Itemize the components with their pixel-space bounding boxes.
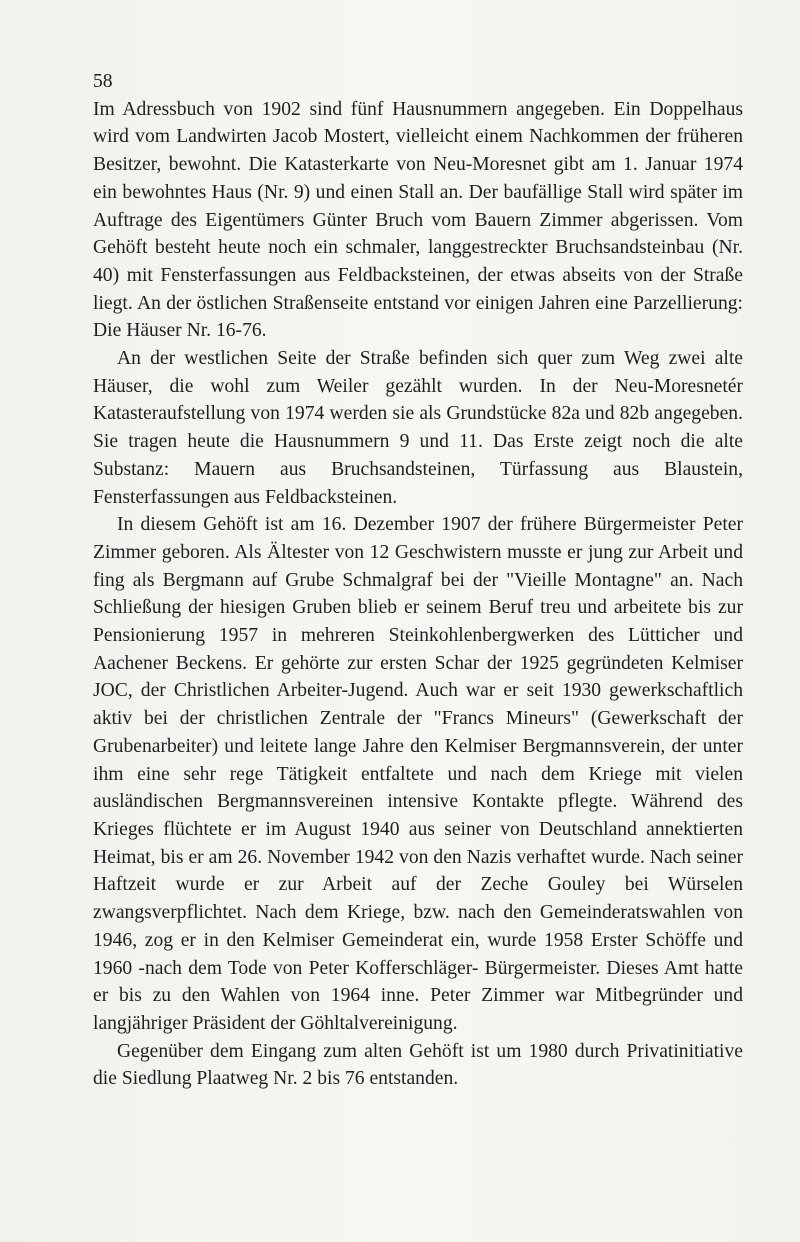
page-text-block bbox=[93, 68, 743, 1093]
paragraph-address-book: Im Adressbuch von 1902 sind fünf Hausnummern angegeben. Ein Doppelhaus wird vom Landwirten Jacob Mostert, vielleicht einem Nachkommen der früheren Besitzer, bewohnt. Die Katasterkarte von Neu-Moresnet gibt am 1. Januar 1974 ein bewohntes Haus (Nr. 9) und einen Stall an. Der baufällige Stall wird später im Auftrage des Eigentümers Günter Bruch vom Bauern Zimmer abgerissen. Vom Gehöft besteht heute noch ein schmaler, langgestreckter Bruchsandsteinbau (Nr. 40) mit Fensterfassungen aus Feldbacksteinen, der etwas abseits von der Straße liegt. An der östlichen Straßenseite entstand vor einigen Jahren eine Parzellierung: Die Häuser Nr. 16-76. bbox=[93, 98, 743, 342]
paragraph-west-side-houses: An der westlichen Seite der Straße befinden sich quer zum Weg zwei alte Häuser, die wohl zum Weiler gezählt wurden. In der Neu-Moresnetér Katasteraufstellung von 1974 werden sie als Grundstücke 82a und 82b angegeben. Sie tragen heute die Hausnummern 9 und 11. Das Erste zeigt noch die alte Substanz: Mauern aus Bruchsandsteinen, Türfassung aus Blaustein, Fensterfassungen aus Feldbacksteinen. bbox=[93, 348, 743, 508]
paragraph-settlement: Gegenüber dem Eingang zum alten Gehöft ist um 1980 durch Privatinitiative die Siedlung Plaatweg Nr. 2 bis 76 entstanden. bbox=[93, 1040, 743, 1090]
paragraph-peter-zimmer: In diesem Gehöft ist am 16. Dezember 1907 der frühere Bürgermeister Peter Zimmer geboren. Als Ältester von 12 Geschwistern musste er jung zur Arbeit und fing als Bergmann auf Grube Schmalgraf bei der "Vieille Montagne" an. Nach Schließung der hiesigen Gruben blieb er seinem Beruf treu und arbeitete bis zur Pensionierung 1957 in mehreren Steinkohlenbergwerken des Lütticher und Aachener Beckens. Er gehörte zur ersten Schar der 1925 gegründeten Kelmiser JOC, der Christlichen Arbeiter-Jugend. Auch war er seit 1930 gewerkschaftlich aktiv bei der christlichen Zentrale der "Francs Mineurs" (Gewerkschaft der Grubenarbeiter) und leitete lange Jahre den Kelmiser Bergmannsverein, der unter ihm eine sehr rege Tätigkeit entfaltete und nach dem Kriege mit vielen ausländischen Bergmannsvereinen intensive Kontakte pflegte. Während des Krieges flüchtete er im August 1940 aus seiner von Deutschland annektierten Heimat, bis er am 26. November 1942 von den Nazis verhaftet wurde. Nach seiner Haftzeit wurde er zur Arbeit auf der Zeche Gouley bei Würselen zwangsverpflichtet. Nach dem Kriege, bzw. nach den Gemeinderatswahlen von 1946, zog er in den Kelmiser Gemeinderat ein, wurde 1958 Erster Schöffe und 1960 -nach dem Tode von Peter Kofferschläger- Bürgermeister. Dieses Amt hatte er bis zu den Wahlen von 1964 inne. Peter Zimmer war Mitbegründer und langjähriger Präsident der Göhltalvereinigung. bbox=[93, 514, 743, 1034]
page-number: 58 bbox=[93, 71, 113, 92]
